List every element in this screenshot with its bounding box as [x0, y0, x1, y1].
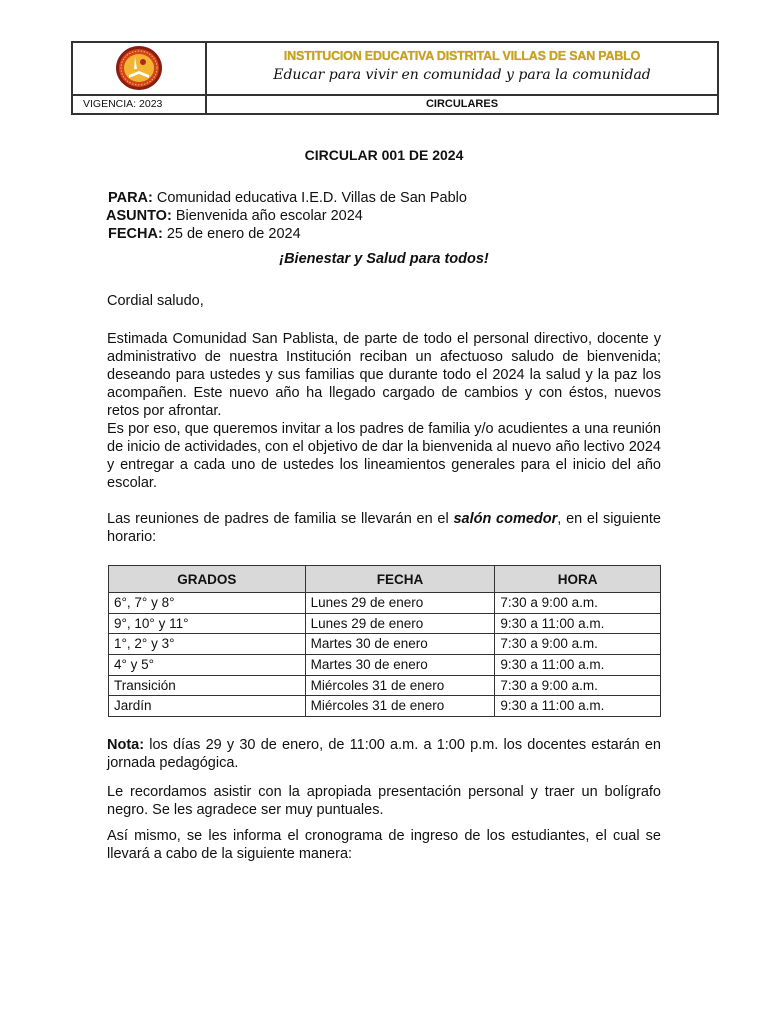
cell-fecha: Miércoles 31 de enero — [305, 696, 495, 717]
fecha-label: FECHA: — [108, 226, 163, 242]
asunto-line — [106, 208, 363, 224]
column-header-grados: GRADOS — [109, 566, 306, 593]
nota-label: Nota: — [107, 737, 145, 753]
document-title: CIRCULAR 001 DE 2024 — [304, 147, 464, 163]
fecha-line — [108, 226, 301, 242]
cell-hora: 9:30 a 11:00 a.m. — [495, 696, 661, 717]
paragraph-meeting-location — [107, 510, 661, 546]
table-row — [109, 613, 661, 634]
column-header-hora: HORA — [495, 566, 661, 593]
greeting: Cordial saludo, — [107, 293, 204, 309]
table-row — [109, 634, 661, 655]
section-label: CIRCULARES — [425, 98, 499, 110]
table-row — [109, 675, 661, 696]
cell-fecha: Miércoles 31 de enero — [305, 675, 495, 696]
cell-fecha: Martes 30 de enero — [305, 634, 495, 655]
header-title-cell — [207, 43, 717, 94]
meeting-location: salón comedor — [453, 511, 558, 527]
column-header-fecha: FECHA — [305, 566, 495, 593]
table-header-row — [109, 566, 661, 593]
table-row — [109, 593, 661, 614]
paragraph-student-schedule: Así mismo, se les informa el cronograma de ingreso de los estudiantes, el cual se llevará a cabo de la siguiente manera: — [107, 828, 661, 862]
header-subrow — [73, 94, 717, 113]
meeting-text-pre: Las reuniones de padres de familia se llevarán en el — [107, 511, 454, 527]
cell-fecha: Lunes 29 de enero — [305, 593, 495, 614]
table-row — [109, 696, 661, 717]
nota-paragraph — [107, 736, 661, 772]
fecha-value: 25 de enero de 2024 — [166, 226, 301, 242]
paragraph-reminder: Le recordamos asistir con la apropiada presentación personal y traer un bolígrafo negro. Se les agradece ser muy puntuales. — [107, 784, 661, 818]
institution-name: INSTITUCION EDUCATIVA DISTRITAL VILLAS DE SAN PABLO — [283, 49, 641, 63]
para-line — [108, 190, 467, 206]
cell-grados: 4° y 5° — [109, 655, 306, 676]
asunto-label: ASUNTO: — [106, 208, 172, 224]
cell-grados: Transición — [109, 675, 306, 696]
cell-grados: Jardín — [109, 696, 306, 717]
para-value: Comunidad educativa I.E.D. Villas de San Pablo — [156, 190, 467, 206]
cell-hora: 7:30 a 9:00 a.m. — [495, 675, 661, 696]
meeting-text-post: , en el siguiente horario: — [107, 511, 661, 545]
vigencia-label: VIGENCIA: 2023 — [73, 96, 207, 113]
paragraph-welcome: Estimada Comunidad San Pablista, de parte de todo el personal directivo, docente y administrativo de nuestra Institución reciban un afectuoso saludo de bienvenida; deseando para ustedes y sus familias que durante todo el 2024 la salud y la paz los acompañen. Este nuevo año ha llegado cargado de cambios y con éstos, nuevos retos por afrontar. — [107, 331, 661, 419]
logo-cell — [73, 43, 207, 94]
cell-hora: 9:30 a 11:00 a.m. — [495, 613, 661, 634]
asunto-value: Bienvenida año escolar 2024 — [175, 208, 363, 224]
cell-hora: 7:30 a 9:00 a.m. — [495, 634, 661, 655]
meeting-schedule-table — [108, 565, 661, 717]
document-header — [71, 41, 719, 115]
slogan: ¡Bienestar y Salud para todos! — [279, 251, 489, 267]
para-label: PARA: — [108, 190, 153, 206]
cell-fecha: Martes 30 de enero — [305, 655, 495, 676]
paragraph-invitation: Es por eso, que queremos invitar a los padres de familia y/o acudientes a una reunión de inicio de actividades, con el objetivo de dar la bienvenida al nuevo año lectivo 2024 y entregar a cada uno de ustedes los lineamientos generales para el inicio del año escolar. — [107, 421, 661, 491]
institution-motto: Educar para vivir en comunidad y para la comunidad — [273, 67, 651, 83]
cell-grados: 9°, 10° y 11° — [109, 613, 306, 634]
cell-grados: 1°, 2° y 3° — [109, 634, 306, 655]
table-row — [109, 655, 661, 676]
nota-text: los días 29 y 30 de enero, de 11:00 a.m. a 1:00 p.m. los docentes estarán en jornada pedagógica. — [107, 737, 661, 771]
cell-fecha: Lunes 29 de enero — [305, 613, 495, 634]
cell-grados: 6°, 7° y 8° — [109, 593, 306, 614]
cell-hora: 9:30 a 11:00 a.m. — [495, 655, 661, 676]
school-seal-icon — [115, 45, 163, 91]
cell-hora: 7:30 a 9:00 a.m. — [495, 593, 661, 614]
